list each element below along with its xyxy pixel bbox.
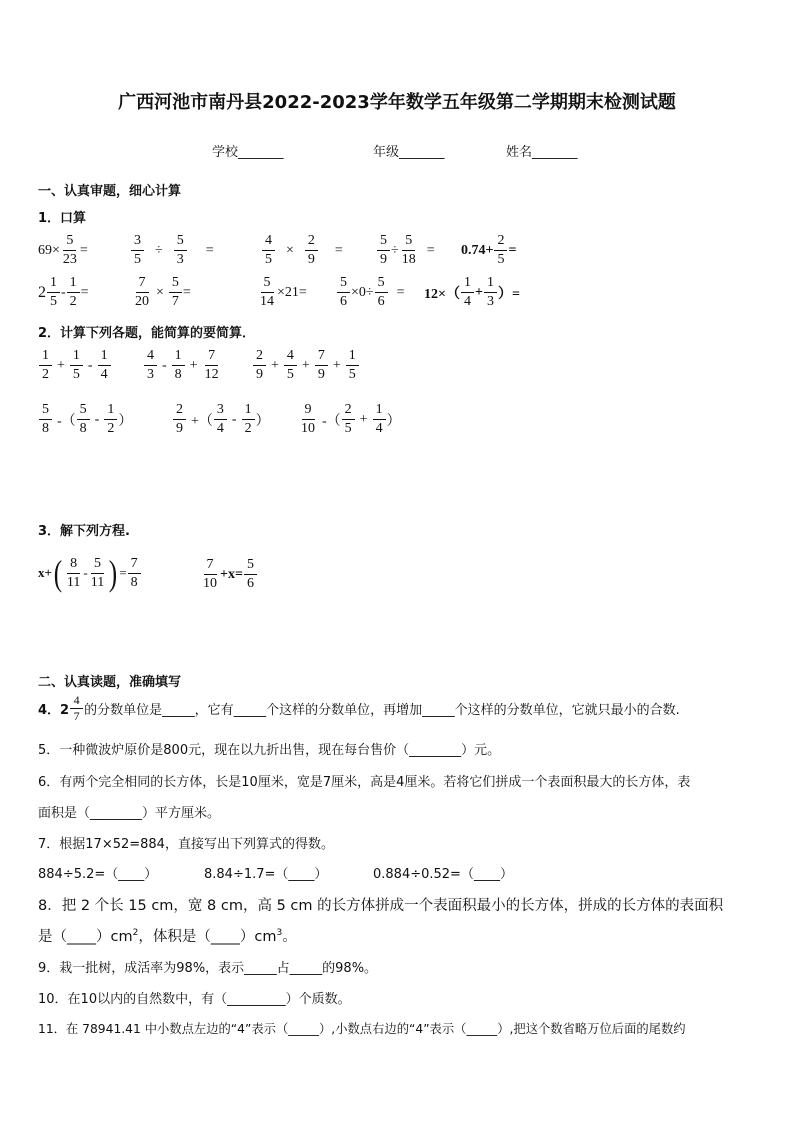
q1-r1-b: $\frac{3}{5}$ ÷ $\frac{5}{3}$ = — [130, 233, 214, 268]
q3-eq1: x+ ( $\frac{8}{11}$ - $\frac{5}{11}$ ) = $\frac{7}{8}$ — [38, 555, 142, 591]
q1-r1-a: 69× $\frac{5}{23}$ = — [38, 233, 88, 267]
q5: 5．一种微波炉原价是800元，现在以九折出售，现在每台售价（________）元。 — [38, 743, 501, 758]
q1-r1-e: 0.74+ $\frac{2}{5}$ = — [461, 233, 517, 267]
q7-c: 0.884÷0.52=（____） — [373, 867, 513, 882]
q3-eq2: $\frac{7}{10}$ +x= $\frac{5}{6}$ — [200, 557, 258, 592]
q4: 4．2 $\frac{4}{7}$ 的分数单位是_____，它有_____个这样的分数单位，再增加_____个这样的分数单位，它就只最小的合数. — [38, 693, 680, 723]
page-title: 广西河池市南丹县2022-2023学年数学五年级第二学期期末检测试题 — [118, 92, 676, 113]
q2-r2-b: $\frac{2}{9}$ +（ $\frac{3}{4}$ - $\frac{1}{2}$ ） — [172, 402, 270, 437]
q6-line1: 6．有两个完全相同的长方体，长是10厘米，宽是7厘米，高是4厘米。若将它们拼成一个表面积最大的长方体，表 — [38, 775, 691, 790]
q3-label: 3．解下列方程. — [38, 524, 130, 539]
q1-r2-a: 2 $\frac{1}{5}$ - $\frac{1}{2}$ = — [38, 275, 89, 309]
q6-line2: 面积是（________）平方厘米。 — [38, 806, 221, 821]
q1-r1-d: $\frac{5}{9}$ ÷ $\frac{5}{18}$ = — [376, 233, 435, 268]
q8-line2: 是$(\_\_\_\_)cm^2$，体积是$(\_\_\_\_)cm^3$。 — [38, 928, 297, 945]
q2-r1-a: $\frac{1}{2}$ + $\frac{1}{5}$ - $\frac{1}{4}$ — [38, 348, 112, 383]
q1-r2-d: $\frac{5}{6}$ ×0÷ $\frac{5}{6}$ = — [336, 275, 405, 310]
q1-r2-e: 12×（ $\frac{1}{4}$ + $\frac{1}{3}$ ）= — [424, 275, 520, 309]
q10: 10．在10以内的自然数中，有（_________）个质数。 — [38, 992, 351, 1007]
q7-a: 884÷5.2=（____） — [38, 867, 158, 882]
q9: 9．栽一批树，成活率为98%，表示_____占_____的98%。 — [38, 961, 378, 976]
q1-r2-c: $\frac{5}{14}$ ×21= — [260, 275, 307, 309]
q7-b: 8.84÷1.7=（____） — [204, 867, 328, 882]
section2-heading: 二、认真读题，准确填写 — [38, 675, 182, 690]
q2-r2-c: $\frac{9}{10}$ -（ $\frac{2}{5}$ + $\frac{1}{4}$ ） — [301, 402, 401, 436]
q1-r1-c: $\frac{4}{5}$ × $\frac{2}{9}$ = — [261, 233, 343, 268]
school-field: 学校_______ — [212, 145, 284, 160]
q1-label: 1．口算 — [38, 211, 87, 226]
q2-r1-c: $\frac{2}{9}$ + $\frac{4}{5}$ + $\frac{7}{9}$ + $\frac{1}{5}$ — [252, 348, 360, 383]
q8-line1: 8．把 2 个长 15 cm，宽 8 cm，高 5 cm 的长方体拼成一个表面积最小的长方体，拼成的长方体的表面积 — [38, 898, 724, 914]
q11: 11．在 78941.41 中小数点左边的“4”表示（_____）,小数点右边的“4”表示（_____）,把这个数省略万位后面的尾数约 — [38, 1022, 686, 1036]
q2-r1-b: $\frac{4}{3}$ - $\frac{1}{8}$ + $\frac{7}{12}$ — [143, 348, 222, 383]
name-field: 姓名_______ — [506, 145, 578, 160]
q1-r2-b: $\frac{7}{20}$ × $\frac{5}{7}$ = — [135, 275, 191, 309]
q7: 7．根据17×52=884，直接写出下列算式的得数。 — [38, 837, 334, 852]
q2-label: 2．计算下列各题，能简算的要简算． — [38, 326, 256, 341]
q2-r2-a: $\frac{5}{8}$ -（ $\frac{5}{8}$ - $\frac{1}{2}$ ） — [38, 402, 132, 437]
section1-heading: 一、认真审题，细心计算 — [38, 184, 182, 199]
grade-field: 年级_______ — [373, 145, 445, 160]
